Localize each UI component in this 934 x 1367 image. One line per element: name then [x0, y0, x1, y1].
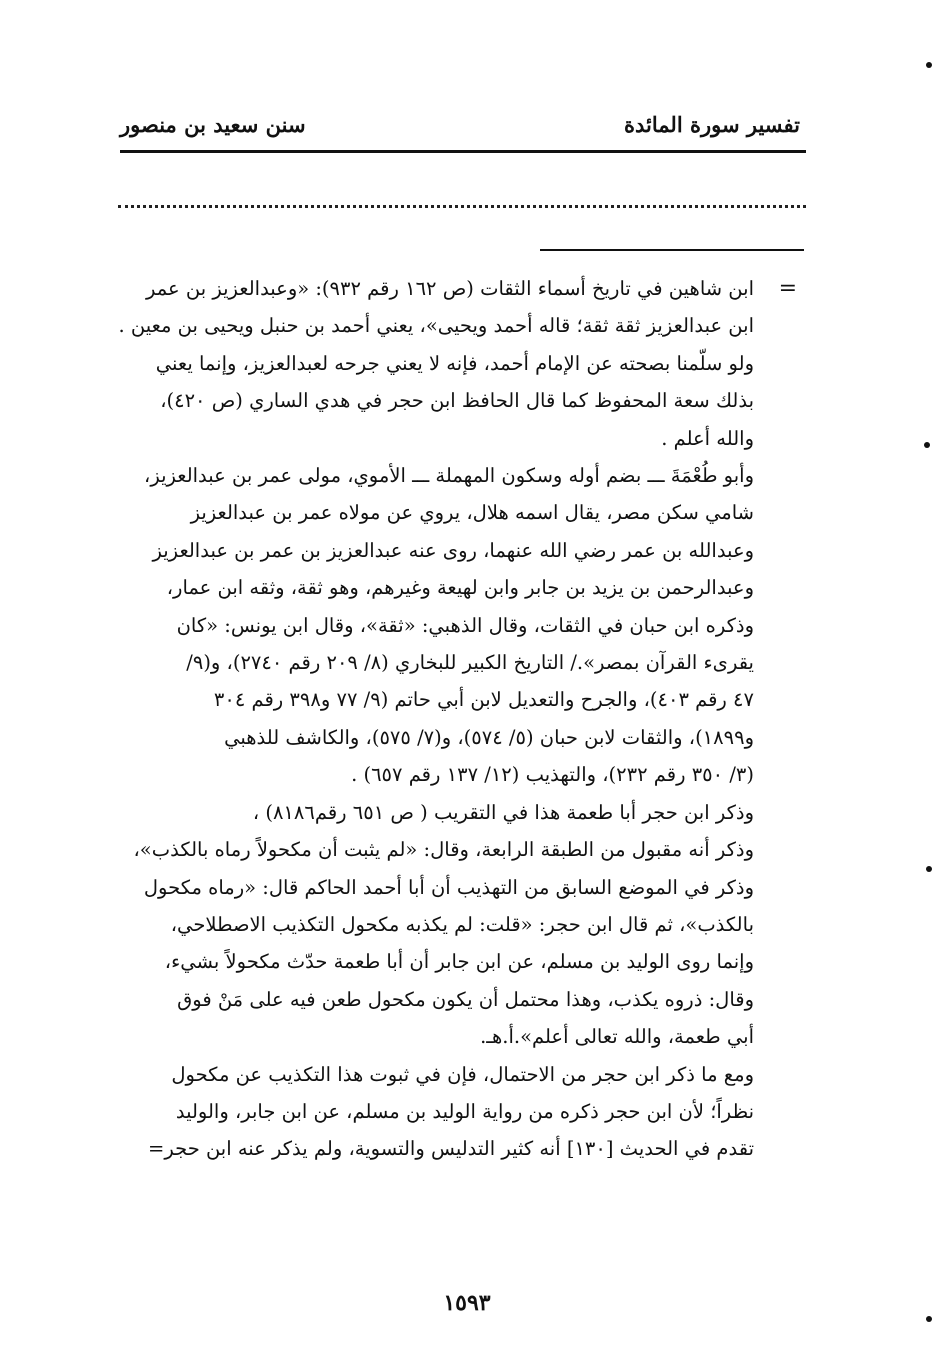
text-line: ابن شاهين في تاريخ أسماء الثقات (ص ١٦٢ رقم ٩٣٢): «وعبدالعزيز بن عمر: [146, 277, 754, 300]
text-line: وإنما روى الوليد بن مسلم، عن ابن جابر أن أبا طعمة حدّث مكحولاً بشيء،: [164, 950, 754, 974]
continuation-mark: =: [778, 276, 797, 301]
text-line: (٣/ ٣٥٠ رقم ٢٣٢)، والتهذيب (١٢/ ١٣٧ رقم ٦٥٧) .: [351, 763, 754, 787]
text-line: شامي سكن مصر، يقال اسمه هلال، يروي عن مولاه عمر بن عبدالعزيز: [190, 501, 754, 525]
text-line: بذلك سعة المحفوظ كما قال الحافظ ابن حجر في هدي الساري (ص ٤٢٠)،: [160, 389, 754, 413]
text-line: وذكر ابن حجر أبا طعمة هذا في التقريب ( ص ٦٥١ رقم٨١٨٦) ،: [252, 800, 754, 824]
text-line: وأبو طُعْمَةَ ـــ بضم أوله وسكون المهملة ـــ الأموي، مولى عمر بن عبدالعزيز،: [144, 464, 754, 488]
footnote-rule: [540, 249, 804, 251]
text-line: تقدم في الحديث [١٣٠] أنه كثير التدليس والتسوية، ولم يذكر عنه ابن حجر=: [148, 1137, 754, 1161]
text-line: و١٨٩٩)، والثقات لابن حبان (٥/ ٥٧٤)، و(٧/ ٥٧٥)، والكاشف للذهبي: [224, 725, 754, 749]
text-line: وقال: ذروه يكذب، وهذا محتمل أن يكون مكحول طعن فيه على مَنْ فوق: [177, 987, 754, 1011]
chapter-title: تفسير سورة المائدة: [624, 112, 800, 137]
text-line: ومع ما ذكر ابن حجر من الاحتمال، فإن في ثبوت هذا التكذيب عن مكحول: [171, 1062, 754, 1086]
text-line: وذكر في الموضع السابق من التهذيب أن أبا أحمد الحاكم قال: «رماه مكحول: [143, 875, 754, 899]
text-line: بالكذب»، ثم قال ابن حجر: «قلت: لم يكذبه مكحول التكذيب الاصطلاحي،: [170, 912, 754, 936]
text-line: وذكره ابن حبان في الثقات، وقال الذهبي: «ثقة»، وقال ابن يونس: «كان: [176, 613, 754, 637]
text-line: ٤٧ رقم ٤٠٣)، والجرح والتعديل لابن أبي حاتم (٩/ ٧٧ و٣٩٨ رقم ٣٠٤: [213, 688, 754, 712]
header-rule: [120, 150, 806, 153]
text-line: والله أعلم .: [661, 426, 754, 450]
margin-mark: [924, 442, 930, 448]
margin-mark: [926, 62, 932, 68]
page-number: ١٥٩٣: [443, 1290, 491, 1316]
text-line: أبي طعمة، والله تعالى أعلم».أ.هـ.: [480, 1025, 754, 1049]
margin-mark: [926, 866, 932, 872]
text-line: ابن عبدالعزيز ثقة ثقة؛ قاله أحمد ويحيى»، يعني أحمد بن حنبل ويحيى بن معين .: [118, 314, 754, 338]
dotted-separator: [118, 205, 806, 208]
margin-mark: [926, 1316, 932, 1322]
text-line: وذكر أنه مقبول من الطبقة الرابعة، وقال: «لم يثبت أن مكحولاً رماه بالكذب»،: [133, 838, 754, 862]
text-line: يقرىء القرآن بمصر»./ التاريخ الكبير للبخاري (٨/ ٢٠٩ رقم ٢٧٤٠)، و(٩/: [186, 651, 754, 675]
text-line: وعبدالله بن عمر رضي الله عنهما، روى عنه عبدالعزيز بن عمر بن عبدالعزيز: [152, 538, 754, 562]
book-title: سنن سعيد بن منصور: [120, 112, 306, 137]
text-line: نظراً؛ لأن ابن حجر ذكره من رواية الوليد بن مسلم، عن ابن جابر، والوليد: [175, 1099, 754, 1123]
footnote-body: [108, 270, 754, 1168]
text-line: ولو سلّمنا بصحته عن الإمام أحمد، فإنه لا يعني جرحه لعبدالعزيز، وإنما يعني: [155, 351, 754, 375]
text-line: وعبدالرحمن بن يزيد بن جابر وابن لهيعة وغيرهم، وهو ثقة، وثقه ابن عمار،: [166, 576, 754, 600]
